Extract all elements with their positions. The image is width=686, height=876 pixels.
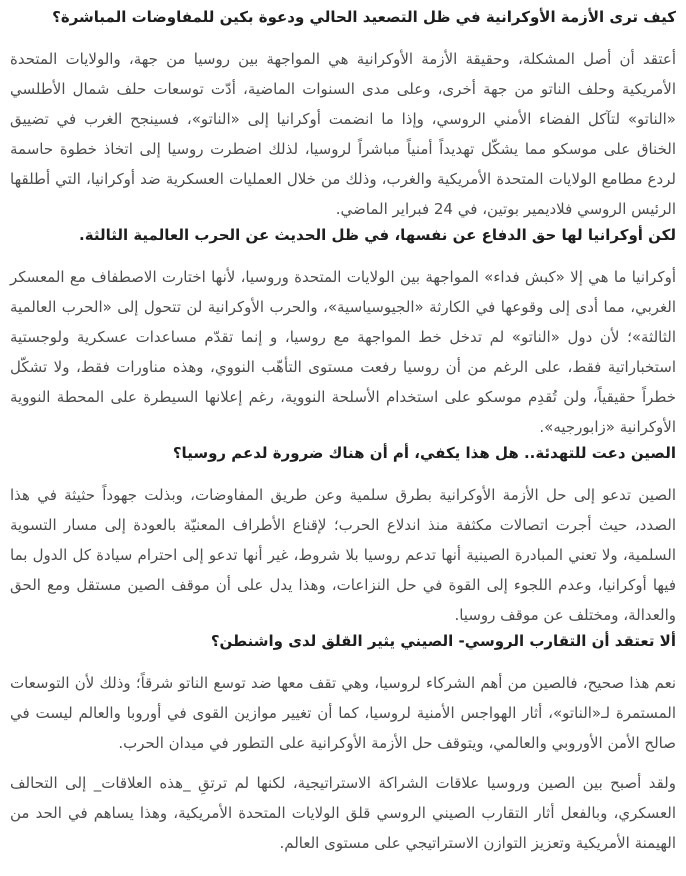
answer-paragraph: نعم هذا صحيح، فالصين من أهم الشركاء لروسيا، وهي تقف معها ضد توسع الناتو شرقاً؛ وذلك لأن التوسعات المستمرة لـ«الناتو»، أثار الهواجس الأمنية لروسيا، كما أن تغيير موازين القوى في أوروبا والعالم ليست في صالح الأمن الأوروبي والعالمي، ويتوقف حل الأزمة الأوكرانية على التطور في ميدان الحرب. bbox=[10, 674, 676, 752]
question-heading: الصين دعت للتهدئة.. هل هذا يكفي، أم أن هناك ضرورة لدعم روسيا؟ bbox=[172, 444, 676, 462]
qa-section-ukraine-crisis bbox=[10, 6, 676, 224]
answer-paragraph: أعتقد أن أصل المشكلة، وحقيقة الأزمة الأوكرانية هي المواجهة بين روسيا من جهة، والولايات المتحدة الأمريكية وحلف الناتو من جهة أخرى، وعلى مدى السنوات الماضية، أدّت توسعات حلف شمال الأطلسي «الناتو» لتآكل الفضاء الأمني الروسي، وإذا ما انضمت أوكرانيا إلى «الناتو»، فسينجح الغرب في تضييق الخناق على موسكو مما يشكّل تهديداً أمنياً مباشراً لروسيا، لذلك اضطرت روسيا إلى اتخاذ خطوة حاسمة لردع مطامع الولايات المتحدة الأمريكية والغرب، وذلك من خلال العمليات العسكرية ضد أوكرانيا، التي أطلقها الرئيس الروسي فلاديمير بوتين، في 24 فبراير الماضي. bbox=[10, 50, 676, 218]
question-heading: كيف ترى الأزمة الأوكرانية في ظل التصعيد الحالي ودعوة بكين للمفاوضات المباشرة؟ bbox=[52, 8, 676, 26]
qa-section-self-defense bbox=[10, 224, 676, 442]
answer-paragraph: الصين تدعو إلى حل الأزمة الأوكرانية بطرق سلمية وعن طريق المفاوضات، وبذلت جهوداً حثيثة في هذا الصدد، حيث أجرت اتصالات مكثفة منذ اندلاع الحرب؛ لإقناع الأطراف المعنيّة بالعودة إلى مسار التسوية السلمية، ولا تعني المبادرة الصينية أنها تدعم روسيا بلا شروط، غير أنها تدعو إلى احترام سيادة كل الدول بما فيها أوكرانيا، وعدم اللجوء إلى القوة في حل النزاعات، وهذا يدل على أن موقف الصين مستقل ومع الحق والعدالة، ومختلف عن موقف روسيا. bbox=[10, 486, 676, 624]
question-heading: لكن أوكرانيا لها حق الدفاع عن نفسها، في ظل الحديث عن الحرب العالمية الثالثة. bbox=[79, 226, 676, 244]
qa-section-china-calm bbox=[10, 442, 676, 630]
answer-paragraph: ولقد أصبح بين الصين وروسيا علاقات الشراكة الاستراتيجية، لكنها لم ترتقِ _هذه العلاقات_ إلى التحالف العسكري، وبالفعل أثار التقارب الصيني الروسي قلق الولايات المتحدة الأمريكية، وهذا يساهم في الحد من الهيمنة الأمريكية وتعزيز التوازن الاستراتيجي على مستوى العالم. bbox=[10, 774, 676, 852]
qa-section-russia-china-rapprochement bbox=[10, 630, 676, 858]
question-heading: ألا تعتقد أن التقارب الروسي- الصيني يثير القلق لدى واشنطن؟ bbox=[210, 632, 676, 650]
answer-paragraph: أوكرانيا ما هي إلا «كبش فداء» المواجهة بين الولايات المتحدة وروسيا، لأنها اختارت الاصطفاف مع المعسكر الغربي، مما أدى إلى وقوعها في الكارثة «الجيوسياسية»، والحرب الأوكرانية لن تتحول إلى «الحرب العالمية الثالثة»؛ لأن دول «الناتو» لم تدخل خط المواجهة مع روسيا، و إنما تقدّم مساعدات عسكرية ولوجستية استخباراتية فقط، على الرغم من أن روسيا رفعت مستوى التأهّب النووي، وهذه مناورات فقط، ولا تشكّل خطراً حقيقياً، ولن تُقدِم موسكو على استخدام الأسلحة النووية، رغم إعلانها السيطرة على المحطة النووية الأوكرانية «زابورجيه». bbox=[10, 268, 676, 436]
